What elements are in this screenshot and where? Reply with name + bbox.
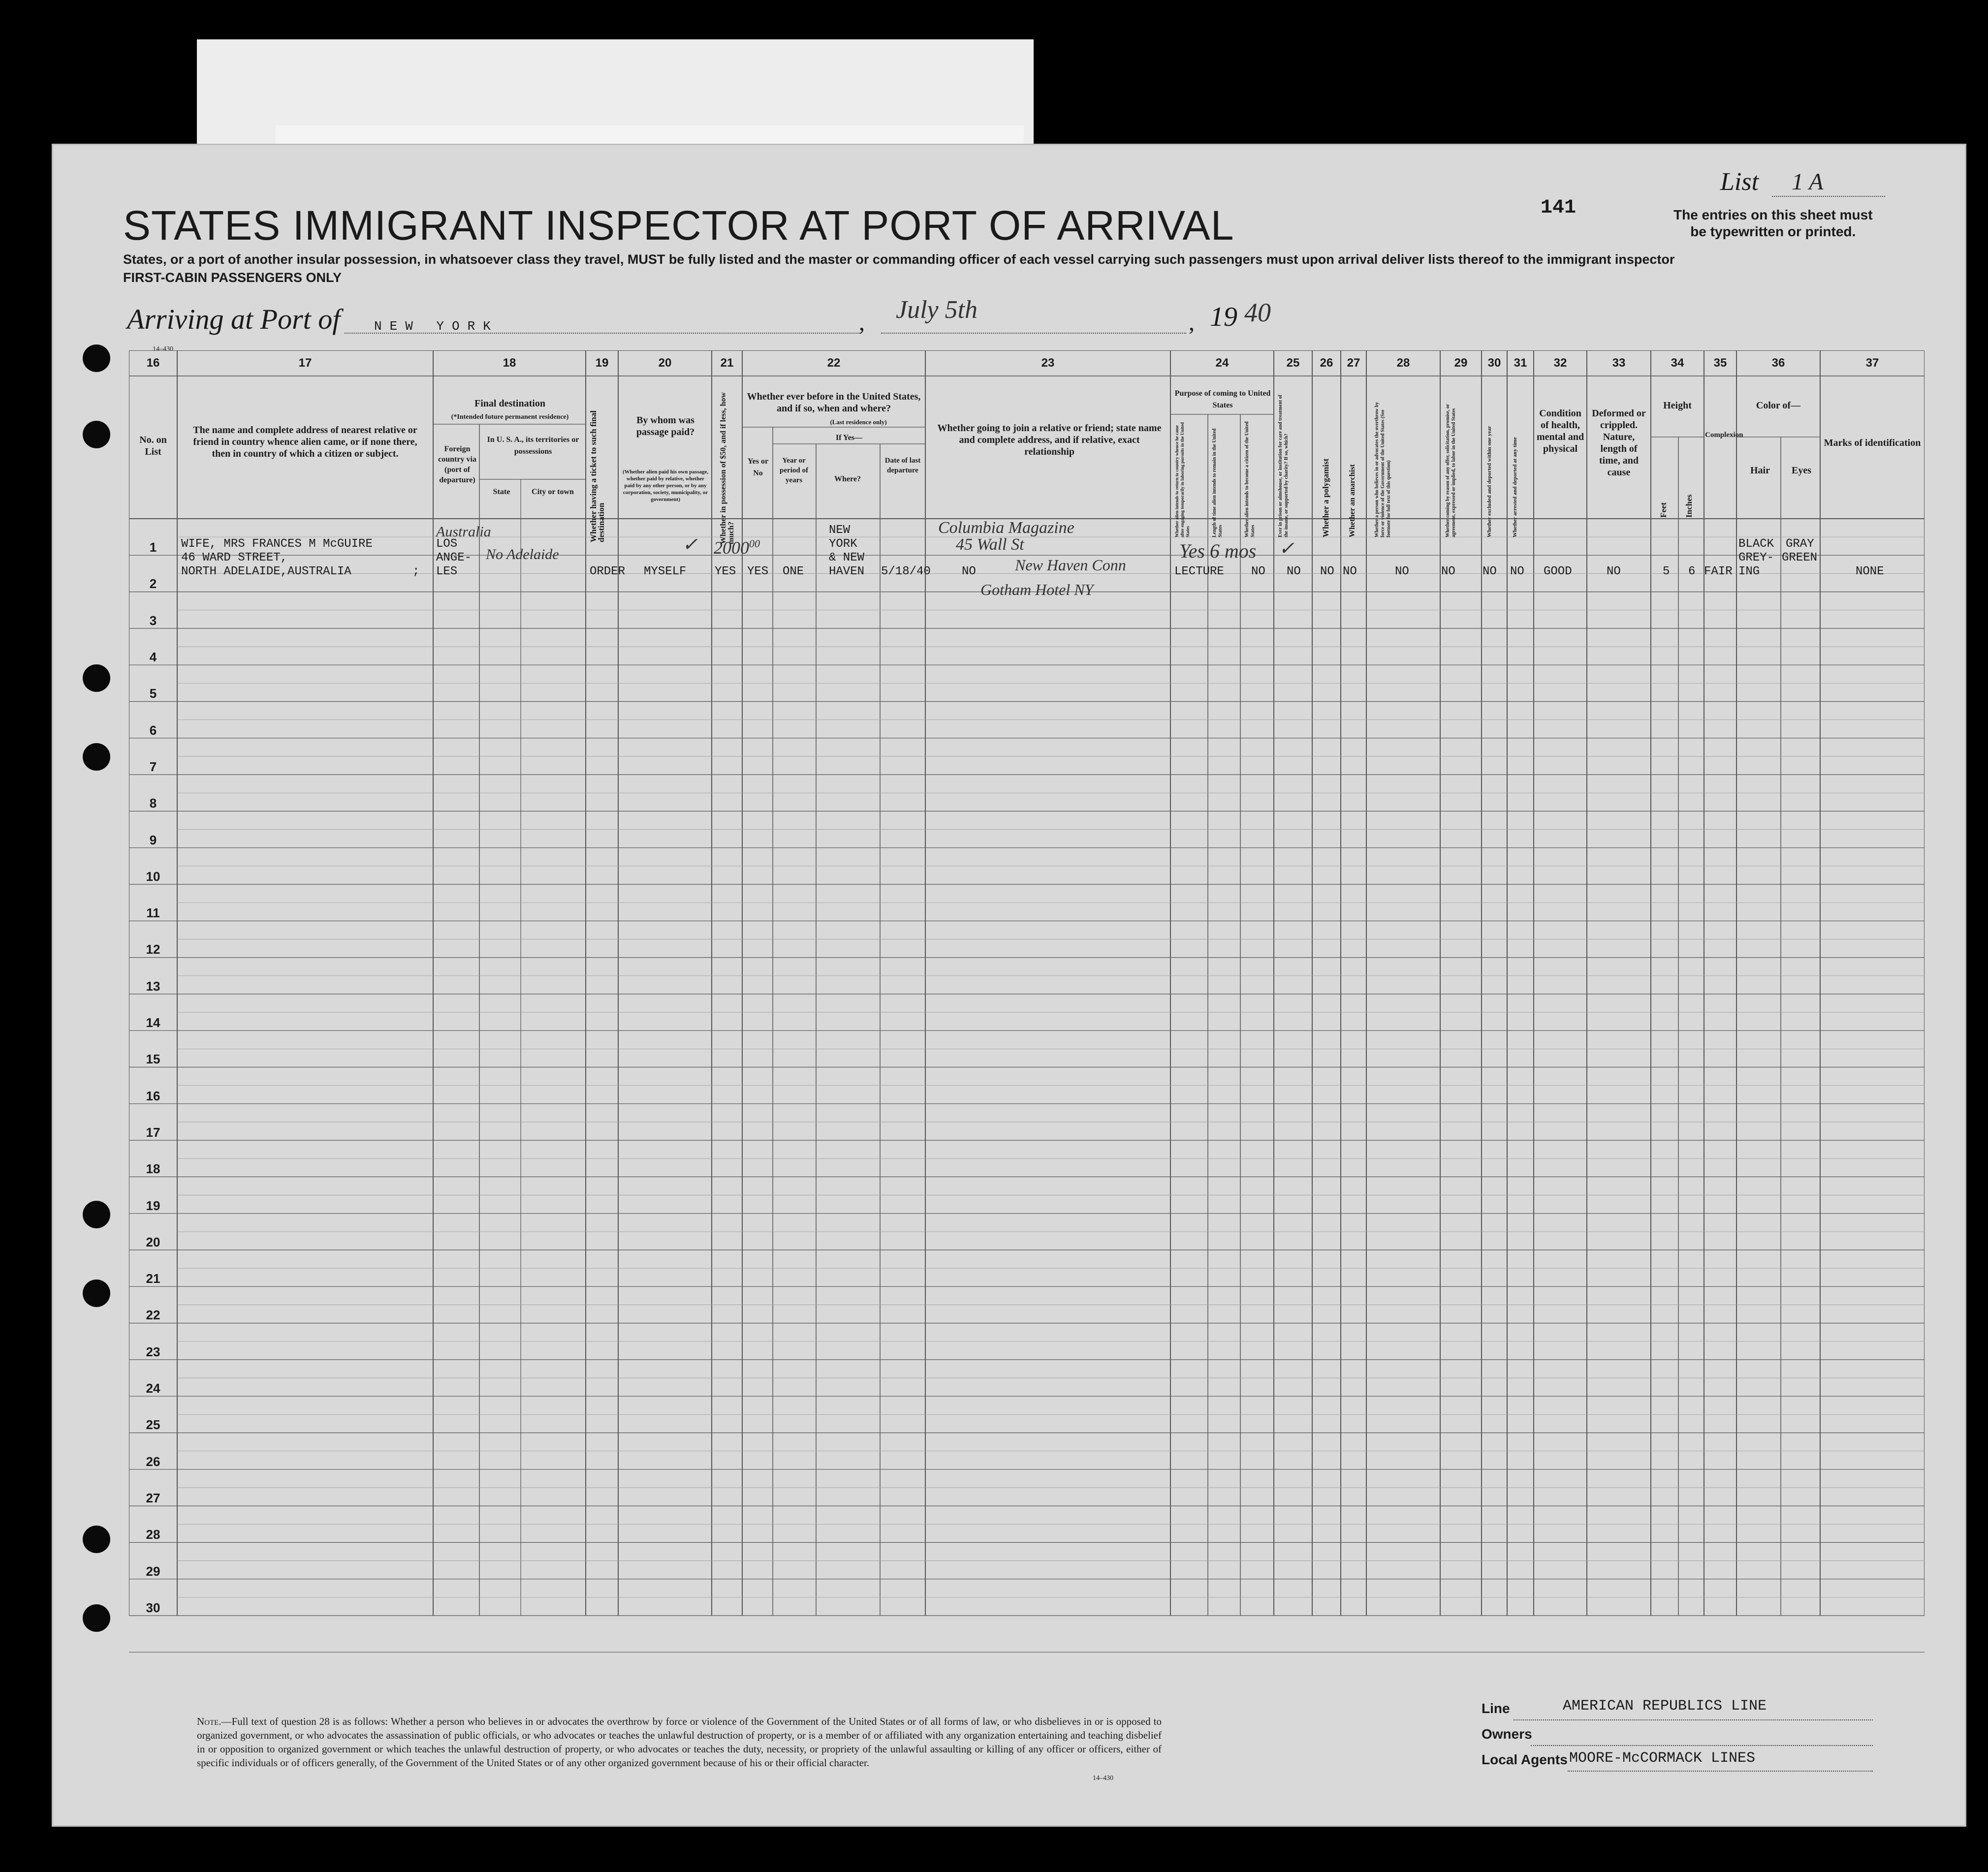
header-before-sub: (Last residence only)	[830, 418, 887, 426]
header-relative: The name and complete address of nearest relative or friend in country whence alien came, or if none there, then in country of which a citizen or subject.	[193, 425, 417, 459]
where-line-4: HAVEN	[829, 565, 865, 578]
column-number: 29	[1454, 356, 1468, 370]
agents-underline	[1568, 1771, 1873, 1772]
date-value: July 5th	[896, 296, 978, 324]
row-number: 9	[149, 832, 157, 847]
header-color-of: Color of—	[1756, 400, 1801, 411]
row-number: 1	[149, 540, 157, 555]
footnote-text: —Full text of question 28 is as follows: Whether a person who believes in or advocates the overthrow by force or violence of the Government of the United States or of all forms of law, or who disbelieves in or is opposed to organized government, or who advocates the assassination of public officials, or who advocates or teaches the unlawful destruction of property, or is a member of or affiliated with any organization entertaining and teaching disbelief in or opposition to organized government or which teaches the unlawful destruction of property, or who advocates or teaches the duty, necessity, or propriety of the unlawful assaulting or killing of any officer or officers, either of specific individuals or of officers generally, of the Government of the United States or of any other organized government because of his or their official character.	[197, 1716, 1162, 1769]
binder-hole	[83, 1279, 110, 1307]
year-prefix: 19	[1210, 302, 1237, 332]
join-value: NO	[962, 565, 976, 578]
deformed-value: NO	[1607, 565, 1621, 578]
foreign-line-2: ANGE-	[436, 551, 472, 564]
footnote	[197, 1715, 1162, 1770]
q31-value: NO	[1510, 565, 1524, 578]
money-value: YES	[715, 565, 736, 578]
citizen-value: NO	[1251, 565, 1265, 578]
header-feet: Feet	[1659, 502, 1668, 518]
header-yes-no: Yes or No	[747, 457, 769, 477]
where-line-3: & NEW	[829, 551, 865, 564]
join-handwritten-1: Columbia Magazine	[938, 519, 1074, 537]
money-handwritten-cents: 00	[749, 537, 760, 550]
column-number: 18	[503, 356, 516, 370]
row-number: 18	[146, 1161, 160, 1177]
column-number: 32	[1553, 356, 1567, 370]
row-number: 10	[146, 869, 160, 884]
header-city: City or town	[532, 488, 574, 496]
agents-value: MOORE-McCORMACK LINES	[1569, 1750, 1756, 1767]
header-purpose-c: Whether alien intends to become a citizen of the United States	[1244, 421, 1256, 537]
header-hair: Hair	[1750, 465, 1770, 476]
column-number: 21	[720, 356, 734, 370]
form-number: 14–430	[153, 345, 173, 353]
binder-hole	[83, 664, 110, 692]
column-number: 33	[1612, 356, 1626, 370]
feet-value: 5	[1663, 565, 1670, 578]
row-number: 28	[146, 1527, 160, 1542]
header-q30: Whether excluded and deported within one year	[1486, 426, 1492, 537]
q28-value: NO	[1395, 565, 1409, 578]
header-ticket: Whether having a ticket to such final destination	[589, 410, 606, 542]
binder-hole	[83, 743, 110, 771]
relative-line-2: 46 WARD STREET,	[181, 551, 288, 564]
header-q29: Whether coming by reason of any offer, solicitation, promise, or agreement, expressed or implied, to labor in the United States	[1445, 404, 1456, 537]
port-underline	[345, 333, 861, 334]
header-deformed: Deformed or crippled. Nature, length of time, and cause	[1592, 408, 1646, 478]
foreign-line-1: LOS	[436, 537, 458, 551]
owners-label: Owners	[1482, 1726, 1532, 1742]
paid-check: ✓	[682, 534, 698, 555]
manifest-table	[129, 350, 1925, 1659]
column-number: 31	[1514, 356, 1527, 370]
sheet-number: 141	[1541, 197, 1577, 219]
header-years: Year or period of years	[780, 457, 808, 484]
header-join-relative: Whether going to join a relative or friend; state name and complete address, and if relative, exact relationship	[937, 423, 1162, 457]
row-number: 27	[146, 1490, 160, 1505]
instructions	[123, 252, 1747, 288]
header-final-destination: Final destination	[474, 398, 545, 409]
row-number: 26	[146, 1454, 160, 1469]
column-number: 20	[658, 356, 672, 370]
comma: ,	[1189, 310, 1195, 336]
column-number: 36	[1771, 356, 1785, 370]
polygamist-value: NO	[1320, 565, 1334, 578]
binder-hole	[83, 344, 110, 372]
entries-note-line-2: be typewritten or printed.	[1690, 224, 1856, 239]
header-health: Condition of health, mental and physical	[1536, 408, 1584, 454]
date-underline	[881, 333, 1186, 334]
header-marks: Marks of identification	[1824, 437, 1921, 448]
header-final-destination-sub: (*Intended future permanent residence)	[451, 413, 569, 421]
years-value: ONE	[783, 565, 804, 578]
money-handwritten	[714, 537, 760, 558]
column-number: 28	[1396, 356, 1410, 370]
header-passage: By whom was passage paid?	[636, 415, 695, 437]
ticket-value: ORDER	[590, 565, 626, 578]
row-number: 2	[149, 576, 157, 592]
column-number: 22	[827, 356, 841, 370]
binder-hole	[83, 1604, 110, 1632]
purpose-handwritten: Yes 6 mos	[1179, 540, 1257, 562]
row-number: 12	[146, 942, 160, 957]
owners-underline	[1531, 1745, 1873, 1746]
row-number: 4	[149, 650, 157, 665]
column-number: 19	[595, 356, 609, 370]
header-no-on-list: No. on List	[139, 435, 167, 457]
header-eyes: Eyes	[1792, 465, 1811, 476]
foreign-line-3: LES	[436, 565, 458, 578]
line-label: Line	[1482, 1701, 1510, 1716]
relative-line-3: NORTH ADELAIDE,AUSTRALIA	[181, 565, 351, 578]
header-q28: Whether a person who believes in or advocates the overthrow by force or violence of the Government of the United States (See footnote for full text of this question)	[1374, 402, 1391, 537]
check-25: ✓	[1279, 538, 1294, 559]
row-number: 17	[146, 1124, 160, 1140]
where-line-1: NEW	[829, 524, 851, 537]
row-number: 24	[146, 1381, 160, 1396]
money-handwritten-amount: 2000	[714, 538, 749, 558]
row-number: 29	[146, 1563, 160, 1579]
list-value: 1 A	[1792, 169, 1824, 195]
purpose-value: LECTURE	[1174, 565, 1224, 578]
header-purpose-b: Length of time alien intends to remain in the United States	[1212, 428, 1223, 537]
row-number: 16	[146, 1088, 160, 1103]
join-handwritten-2: 45 Wall St	[956, 535, 1024, 554]
arriving-label: Arriving at Port of	[127, 303, 341, 335]
header-where: Where?	[834, 475, 861, 483]
footnote-label: Note.	[197, 1716, 221, 1727]
line-value: AMERICAN REPUBLICS LINE	[1563, 1698, 1767, 1715]
row-number: 14	[146, 1015, 160, 1030]
complexion-value: FAIR	[1704, 565, 1733, 578]
header-complexion: Complexion	[1705, 431, 1743, 439]
row-number: 22	[146, 1308, 160, 1323]
row-number: 25	[146, 1417, 160, 1433]
row-number: 3	[149, 613, 157, 628]
join-handwritten-3: New Haven Conn	[1015, 556, 1126, 574]
column-number: 37	[1865, 356, 1879, 370]
line-underline	[1514, 1719, 1873, 1720]
entries-note-line-1: The entries on this sheet must	[1673, 207, 1873, 222]
city-handwritten: No Adelaide	[486, 546, 559, 562]
header-inches: Inches	[1684, 494, 1694, 518]
binder-hole	[83, 1526, 110, 1553]
header-date-departure: Date of last departure	[884, 457, 921, 474]
foreign-handwritten: Australia	[436, 524, 491, 540]
row-number: 23	[146, 1344, 160, 1359]
join-handwritten-4: Gotham Hotel NY	[980, 581, 1094, 598]
eyes-line-1: GRAY	[1786, 537, 1814, 551]
row-number: 7	[149, 759, 157, 774]
binder-hole	[83, 1201, 110, 1228]
column-number: 26	[1320, 356, 1333, 370]
header-in-usa: In U. S. A., its territories or possessions	[487, 436, 579, 456]
header-before-in-us: Whether ever before in the United States, and if so, when and where?	[747, 391, 921, 414]
column-number: 34	[1671, 356, 1684, 370]
q29-value: NO	[1441, 565, 1455, 578]
table-grid-lines	[129, 350, 1925, 1659]
column-number: 17	[298, 356, 312, 370]
list-label: List	[1720, 168, 1759, 196]
year-handwritten: 40	[1244, 298, 1271, 327]
header-purpose: Purpose of coming to United States	[1174, 389, 1271, 409]
header-fifty-dollars: Whether in possession of $50, and if less, how much?	[719, 392, 735, 544]
row-number: 6	[149, 722, 157, 738]
header-foreign-country: Foreign country via (port of departure)	[438, 445, 476, 484]
where-line-2: YORK	[829, 537, 857, 551]
relative-line-1: WIFE, MRS FRANCES M McGUIRE	[181, 537, 373, 551]
agents-label: Local Agents	[1482, 1752, 1568, 1767]
entries-note	[1673, 207, 1873, 240]
hair-line-1: BLACK	[1738, 537, 1774, 551]
before-value: YES	[747, 565, 769, 578]
column-number: 25	[1286, 356, 1300, 370]
hair-line-2: GREY-	[1738, 551, 1774, 564]
header-purpose-a: Whether alien intends to return to country whence he came after engaging temporarily in laboring pursuits in the United States	[1174, 422, 1190, 537]
header-height: Height	[1663, 400, 1692, 411]
binder-hole	[83, 421, 110, 448]
row-number: 11	[146, 905, 160, 921]
class-line: FIRST-CABIN PASSENGERS ONLY	[123, 270, 342, 285]
instructions-text: States, or a port of another insular possession, in whatsoever class they travel, MUST be fully listed and the master or commanding officer of each vessel carrying such passengers must upon arrival deliver lists thereof to the immigrant inspector	[123, 252, 1675, 267]
column-number: 16	[146, 356, 160, 370]
row-number: 21	[146, 1271, 160, 1286]
comma: ,	[859, 310, 865, 336]
last-departure-value: 5/18/40	[881, 565, 931, 578]
header-passage-sub: (Whether alien paid his own passage, whether paid by relative, whether paid by any other person, or by any corporation, society, municipality, or government)	[623, 469, 708, 502]
row-number: 30	[146, 1600, 160, 1615]
header-prison: Ever in prison or almshouse, or institution for care and treatment of the insane, or supported by charity? If so, which?	[1278, 395, 1289, 537]
column-number: 23	[1041, 356, 1055, 370]
column-number: 27	[1347, 356, 1360, 370]
health-value: GOOD	[1544, 565, 1572, 578]
inches-value: 6	[1688, 565, 1696, 578]
row-number: 20	[146, 1234, 160, 1249]
header-q31: Whether arrested and deported at any time	[1512, 437, 1518, 537]
q30-value: NO	[1483, 565, 1497, 578]
marks-value: NONE	[1856, 565, 1884, 578]
paid-by-value: MYSELF	[644, 565, 687, 578]
header-if-yes: If Yes—	[835, 434, 863, 442]
anarchist-value: NO	[1343, 565, 1357, 578]
row-number: 8	[149, 796, 157, 811]
relative-semicolon: ;	[412, 565, 420, 578]
row-number: 15	[146, 1052, 160, 1067]
header-state: State	[493, 488, 510, 496]
row-number: 19	[146, 1198, 160, 1213]
row-number: 13	[146, 978, 160, 994]
row-number: 5	[149, 686, 157, 701]
eyes-line-2: GREEN	[1782, 551, 1818, 564]
column-number: 30	[1487, 356, 1501, 370]
page-title: STATES IMMIGRANT INSPECTOR AT PORT OF ARRIVAL	[123, 202, 1234, 249]
prison-value: NO	[1287, 565, 1301, 578]
hair-line-3: ING	[1738, 565, 1760, 578]
column-number: 24	[1215, 356, 1229, 370]
column-number: 35	[1713, 356, 1727, 370]
header-anarchist: Whether an anarchist	[1348, 464, 1357, 537]
footer-form-number: 14–430	[1093, 1775, 1113, 1782]
header-polygamist: Whether a polygamist	[1321, 458, 1330, 537]
list-underline	[1772, 196, 1885, 197]
port-value: NEW YORK	[374, 319, 499, 334]
